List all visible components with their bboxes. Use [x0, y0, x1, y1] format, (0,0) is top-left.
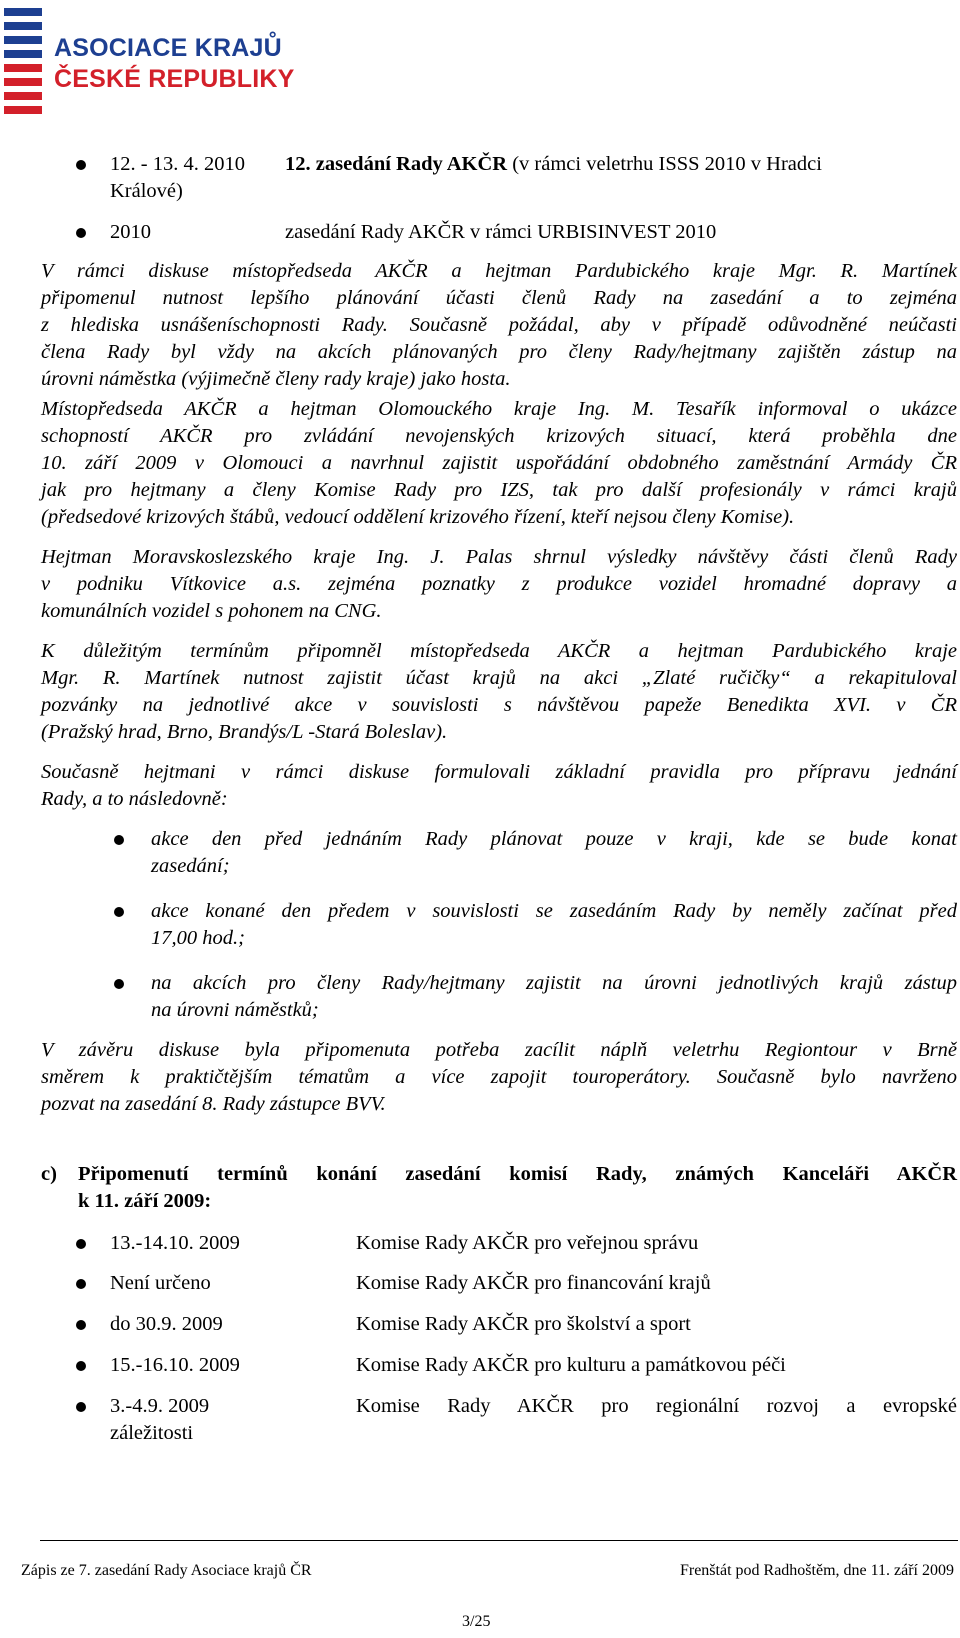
- commission-date: 15.-16.10. 2009: [110, 1354, 240, 1376]
- event-date: 12. - 13. 4. 2010: [110, 153, 245, 175]
- footer-divider: [40, 1540, 958, 1541]
- paragraph-line: jak pro hejtmany a členy Komise Rady pro IZS, tak pro další profesionály v rámci krajů: [41, 479, 957, 501]
- commission-name-cont: záležitosti: [110, 1422, 194, 1444]
- bullet: [76, 1279, 86, 1289]
- event-title-rest: (v rámci veletrhu ISSS 2010 v Hradci: [507, 153, 822, 175]
- paragraph-line: člena Rady byl vždy na akcích plánovaných pro členy Rady/hejtmany zajištěn zástup na: [41, 341, 957, 363]
- rule-line: na akcích pro členy Rady/hejtmany zajistit na úrovni jednotlivých krajů zástup: [151, 972, 957, 994]
- paragraph-line: (Pražský hrad, Brno, Brandýs/L -Stará Boleslav).: [41, 721, 448, 743]
- section-heading: Připomenutí termínů konání zasedání komisí Rady, známých Kanceláři AKČR: [78, 1163, 957, 1185]
- paragraph-line: z hlediska usnášeníschopnosti Rady. Současně požádal, aby v případě odůvodněné neúčasti: [41, 314, 957, 336]
- commission-name: Komise Rady AKČR pro školství a sport: [356, 1313, 691, 1335]
- rule-line: 17,00 hod.;: [151, 927, 245, 949]
- rule-line: akce konané den předem v souvislosti se zasedáním Rady by neměly začínat před: [151, 900, 957, 922]
- bullet: [76, 1361, 86, 1371]
- paragraph-line: schopností AKČR pro zvládání nevojenských krizových situací, která proběhla dne: [41, 425, 957, 447]
- paragraph-line: (předsedové krizových štábů, vedoucí oddělení krizového řízení, kteří nejsou členy Komise).: [41, 506, 795, 528]
- bullet: [76, 160, 86, 170]
- paragraph-line: směrem k praktičtějším tématům a více zapojit touroperátory. Současně bylo navrženo: [41, 1066, 957, 1088]
- page-number: 3/25: [462, 1613, 491, 1630]
- paragraph-line: komunálních vozidel s pohonem na CNG.: [41, 600, 382, 622]
- bullet: [114, 979, 124, 989]
- bullet: [76, 1320, 86, 1330]
- logo-line-1: ASOCIACE KRAJŮ: [54, 34, 282, 62]
- event-title-bold: 12. zasedání Rady AKČR: [285, 153, 508, 175]
- footer-right: Frenštát pod Radhoštěm, dne 11. září 2009: [679, 1562, 954, 1579]
- bullet: [76, 1239, 86, 1249]
- section-heading-cont: k 11. září 2009:: [78, 1190, 212, 1212]
- event-title: [285, 151, 822, 178]
- commission-date: 13.-14.10. 2009: [110, 1232, 240, 1254]
- paragraph-line: v podniku Vítkovice a.s. zejména poznatky z produkce vozidel hromadné dopravy a: [41, 573, 957, 595]
- bullet: [114, 907, 124, 917]
- logo-line-2: ČESKÉ REPUBLIKY: [54, 65, 295, 93]
- akcr-logo: [4, 4, 295, 122]
- paragraph-line: pozvat na zasedání 8. Rady zástupce BVV.: [41, 1093, 386, 1115]
- footer-left: Zápis ze 7. zasedání Rady Asociace krajů ČR: [21, 1562, 312, 1579]
- paragraph-line: Mgr. R. Martínek nutnost zajistit účast krajů na akci „Zlaté ručičky“ a rekapituloval: [41, 667, 957, 689]
- commission-date: do 30.9. 2009: [110, 1313, 223, 1335]
- commission-name: Komise Rady AKČR pro kulturu a památkovou péči: [356, 1354, 786, 1376]
- event-title-cont: Králové): [110, 180, 183, 202]
- event-date: 2010: [110, 221, 151, 243]
- event-title: zasedání Rady AKČR v rámci URBISINVEST 2010: [285, 221, 717, 243]
- bullet: [114, 835, 124, 845]
- paragraph-line: připomenul nutnost lepšího plánování účasti členů Rady na zasedání a to zejména: [41, 287, 957, 309]
- commission-name: Komise Rady AKČR pro regionální rozvoj a evropské: [356, 1395, 957, 1417]
- commission-date: Není určeno: [110, 1272, 211, 1294]
- paragraph-line: Rady, a to následovně:: [41, 788, 228, 810]
- paragraph-line: úrovni náměstka (výjimečně členy rady kraje) jako hosta.: [41, 368, 511, 390]
- paragraph-line: Současně hejtmani v rámci diskuse formulovali základní pravidla pro přípravu jednání: [41, 761, 957, 783]
- commission-date: 3.-4.9. 2009: [110, 1395, 210, 1417]
- paragraph-line: pozvánky na jednotlivé akce v souvislosti s návštěvou papeže Benedikta XVI. v ČR: [41, 694, 957, 716]
- commission-name: Komise Rady AKČR pro financování krajů: [356, 1272, 711, 1294]
- section-marker: c): [41, 1163, 57, 1185]
- rule-line: akce den před jednáním Rady plánovat pouze v kraji, kde se bude konat: [151, 828, 957, 850]
- paragraph-line: K důležitým termínům připomněl místopředseda AKČR a hejtman Pardubického kraje: [41, 640, 957, 662]
- rule-line: zasedání;: [151, 855, 230, 877]
- paragraph-line: V rámci diskuse místopředseda AKČR a hejtman Pardubického kraje Mgr. R. Martínek: [41, 260, 957, 282]
- commission-name: Komise Rady AKČR pro veřejnou správu: [356, 1232, 699, 1254]
- rule-line: na úrovni náměstků;: [151, 999, 319, 1021]
- paragraph-line: Místopředseda AKČR a hejtman Olomouckého kraje Ing. M. Tesařík informoval o ukázce: [41, 398, 957, 420]
- bullet: [76, 228, 86, 238]
- paragraph-line: 10. září 2009 v Olomouci a navrhnul zajistit uspořádání obdobného zaměstnání Armády ČR: [41, 452, 957, 474]
- bullet: [76, 1402, 86, 1412]
- logo-stripes-icon: [4, 4, 44, 122]
- paragraph-line: Hejtman Moravskoslezského kraje Ing. J. Palas shrnul výsledky návštěvy části členů Rady: [41, 546, 957, 568]
- paragraph-line: V závěru diskuse byla připomenuta potřeba zacílit náplň veletrhu Regiontour v Brně: [41, 1039, 957, 1061]
